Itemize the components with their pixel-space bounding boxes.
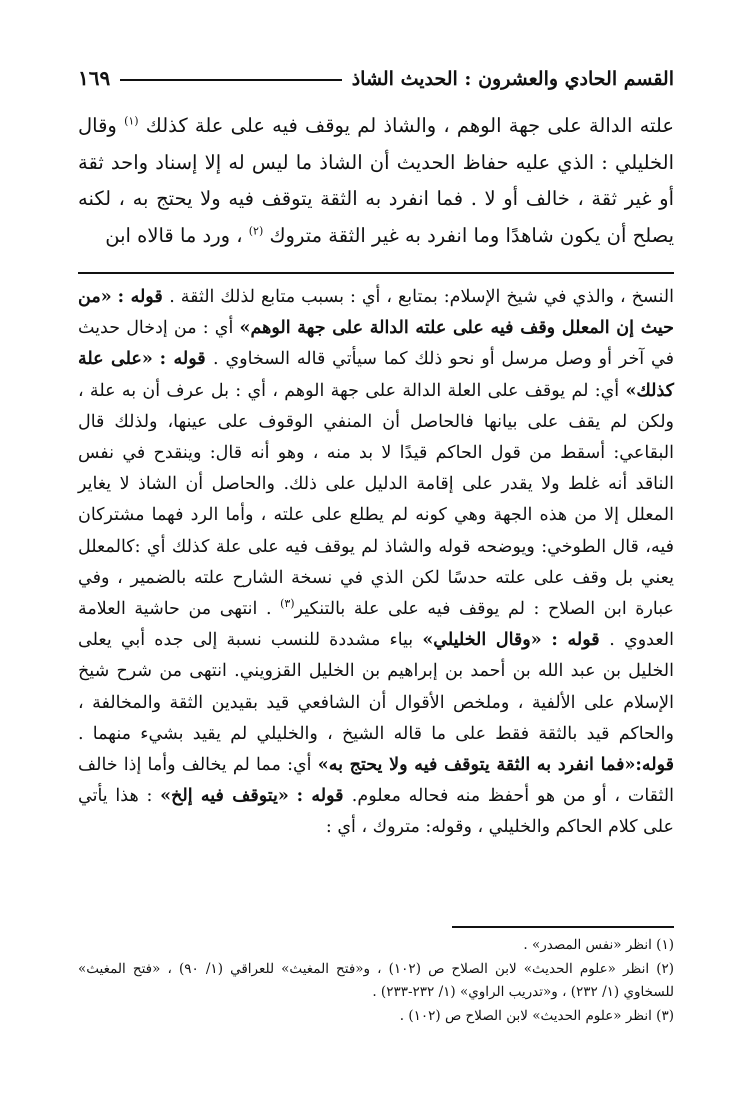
main-line-end: ، ورد ما قالاه ابن: [105, 223, 249, 247]
commentary-keyword: قوله :: [296, 786, 352, 807]
commentary-keyword: قوله :: [541, 630, 610, 651]
commentary: [78, 282, 674, 844]
page-header: [78, 56, 674, 90]
main-line-end: وقال: [78, 114, 125, 137]
footnote-item: (٣) انظر «علوم الحديث» لابن الصلاح ص (١٠٢) .: [399, 1007, 674, 1024]
page-number: ١٦٩: [78, 66, 111, 90]
commentary-quote: «على علة كذلك»: [78, 349, 674, 401]
main-line: يصلح أن يكون شاهدًا وما انفرد به غير الثقة متروك: [269, 223, 674, 247]
footnote-item: (٢) انظر «علوم الحديث» لابن الصلاح ص (١٠٢) ، و«فتح المغيث» للعراقي (١/ ٩٠) ، «فتح المغيث» للسخاوي (١/ ٢٣٢) ، و«تدريب الراوي» (١/ ٢٣٢-٢٣٣) .: [78, 960, 675, 1000]
footnote-ref: (١): [124, 114, 139, 128]
commentary-text: : هذا يأتي على كلام الحاكم والخليلي ، وقوله: متروك ، أي :: [78, 786, 674, 838]
commentary-quote: «فما انفرد به الثقة يتوقف فيه ولا يحتج به»: [317, 755, 636, 776]
footnote-ref: (٣): [280, 597, 295, 611]
running-title: القسم الحادي والعشرون : الحديث الشاذ: [351, 68, 674, 90]
commentary-text: . انتهى من حاشية العلامة العدوي .: [78, 599, 674, 651]
commentary-text: أي : من إدخال حديث في آخر أو وصل مرسل أو نحو ذلك كما سيأتي قاله السخاوي .: [78, 318, 674, 370]
main-text-body: [78, 108, 674, 254]
commentary-keyword: قوله:: [635, 755, 674, 776]
main-line: أو غير ثقة ، خالف أو لا . فما انفرد به الثقة يتوقف فيه ولا يحتج به ، لكنه: [78, 187, 674, 210]
main-text-divider: [78, 272, 674, 274]
main-line: الخليلي : الذي عليه حفاظ الحديث أن الشاذ ما ليس له إلا إسناد واحد ثقة: [78, 150, 674, 174]
main-text: [78, 108, 674, 254]
commentary-body: [78, 282, 674, 844]
commentary-quote: «وقال الخليلي»: [422, 630, 542, 651]
commentary-text: أي: مما لم يخالف وأما إذا خالف الثقات ، أو من هو أحفظ منه فحاله معلوم.: [78, 755, 674, 807]
main-line: علته الدالة على جهة الوهم ، والشاذ لم يوقف فيه على علة كذلك: [145, 114, 675, 137]
commentary-quote: «من حيث إن المعلل وقف فيه على علته الدالة على جهة الوهم»: [78, 287, 674, 339]
footnote-ref: (٢): [248, 224, 264, 237]
commentary-quote: «يتوقف فيه إلخ»: [160, 786, 289, 807]
commentary-text: أي: لم يوقف على العلة الدالة على جهة الوهم ، أي : بل عرف أن به علة ، ولكن لم يقف على بيانها فالحاصل أن المنفي الوقوف على عينها، ولذلك قال البقاعي: أسقط من قول الحاكم قيدًا لا بد منه ، وهو أنه قال: وينقدح في نفس الناقد أنه غلط ولا يقدر على إقامة الدليل على ذلك. والحاصل أن الشاذ لا يغاير المعلل إلا من هذه الجهة وهي كونه لم يطلع على علته ، وأما الرد فهما مشتركان فيه، قال الطوخي: ويوضحه قوله والشاذ لم يوقف فيه على علة كذلك أي :كالمعلل يعني بل وقف على علته حدسًا لكن الذي في نسخة الشارح علته بالضمير ، وفي عبارة ابن الصلاح : لم يوقف فيه على علة بالتنكير: [78, 380, 674, 620]
header-rule: [120, 79, 341, 81]
footnote-item: (١) انظر «نفس المصدر» .: [523, 937, 674, 953]
commentary-keyword: قوله :: [117, 287, 170, 307]
footnotes: [78, 934, 674, 1028]
commentary-text: النسخ ، والذي في شيخ الإسلام: بمتابع ، أي : بسبب متابع لذلك الثقة .: [169, 287, 674, 307]
commentary-text: بياء مشددة للنسب نسبة إلى جده أبي يعلى الخليل بن عبد الله بن أحمد بن إبراهيم بن الخليل القزويني. انتهى من شرح شيخ الإسلام على الألفية ، وملخص الأقوال أن الشافعي قيد بقيدين الثقة والمخالفة ، والحاكم قيد بالثقة فقط على ما قاله الشيخ ، والخليلي لم يقيد بشيء منهما .: [78, 630, 674, 744]
footnote-divider: [452, 926, 674, 928]
commentary-keyword: قوله :: [159, 349, 214, 370]
